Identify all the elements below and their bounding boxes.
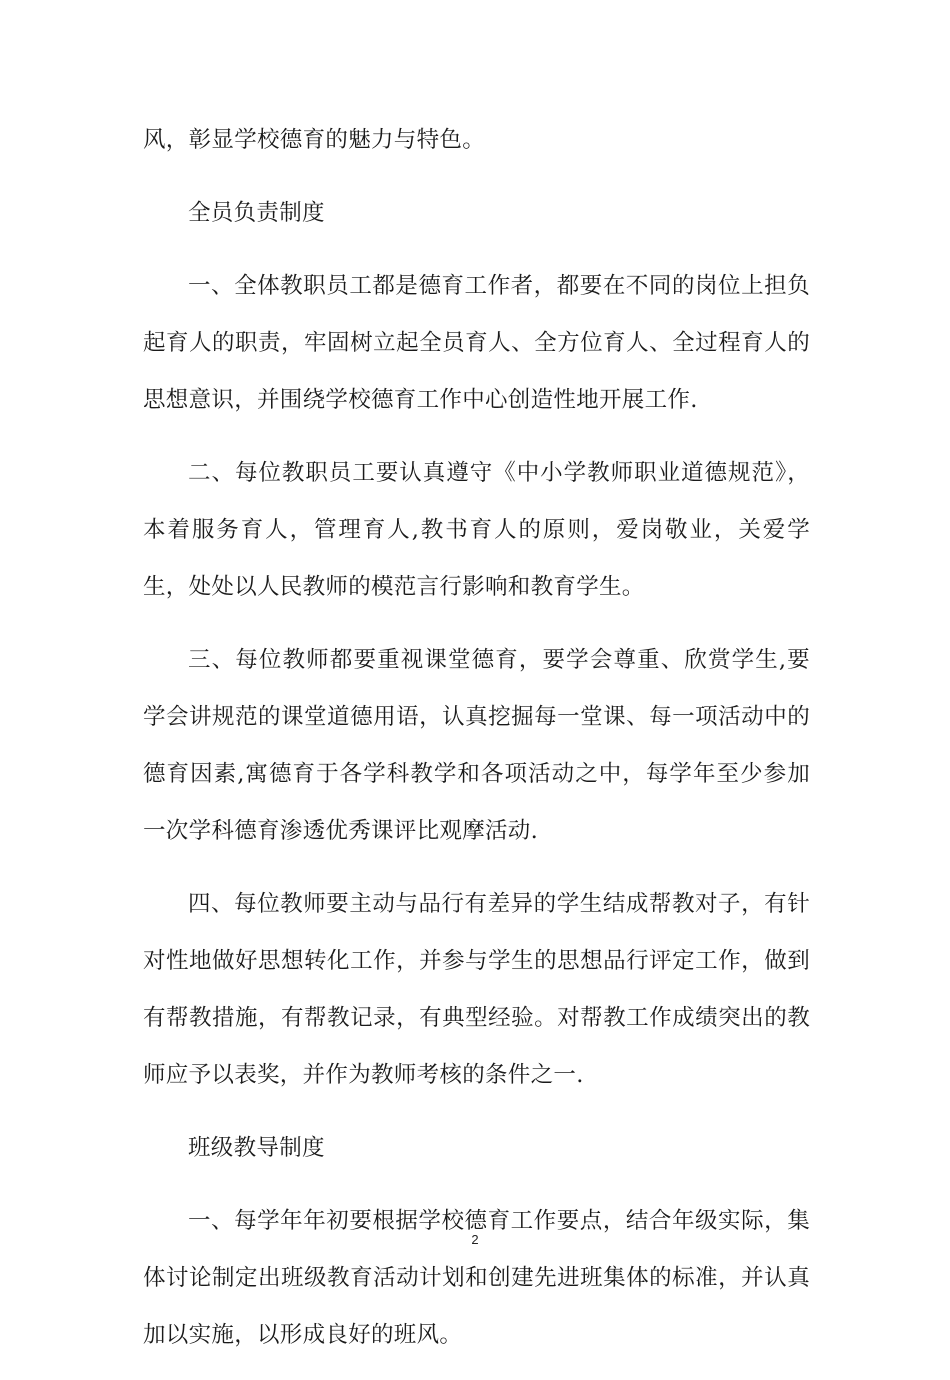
paragraph-item-2: 二、每位教职员工要认真遵守《中小学教师职业道德规范》，本着服务育人，管理育人,教书育人的原则，爱岗敬业，关爱学生，处处以人民教师的模范言行影响和教育学生。 bbox=[143, 460, 810, 600]
section-heading-full-staff-responsibility: 全员负责制度 bbox=[188, 200, 325, 226]
paragraph-continuation: 风，彰显学校德育的魅力与特色。 bbox=[143, 127, 486, 153]
page-number: 2 bbox=[471, 1232, 479, 1247]
paragraph-item-4: 四、每位教师要主动与品行有差异的学生结成帮教对子，有针对性地做好思想转化工作，并参与学生的思想品行评定工作，做到有帮教措施，有帮教记录，有典型经验。对帮教工作成绩突出的教师应予以表奖，并作为教师考核的条件之一. bbox=[143, 891, 810, 1088]
document-body bbox=[143, 112, 810, 1380]
paragraph-class-item-1: 一、每学年年初要根据学校德育工作要点，结合年级实际，集体讨论制定出班级教育活动计划和创建先进班集体的标准，并认真加以实施，以形成良好的班风。 bbox=[143, 1208, 810, 1348]
section-heading-class-guidance: 班级教导制度 bbox=[188, 1135, 325, 1161]
paragraph-item-1: 一、全体教职员工都是德育工作者，都要在不同的岗位上担负起育人的职责，牢固树立起全员育人、全方位育人、全过程育人的思想意识，并围绕学校德育工作中心创造性地开展工作. bbox=[143, 273, 810, 413]
paragraph-item-3: 三、每位教师都要重视课堂德育，要学会尊重、欣赏学生,要学会讲规范的课堂道德用语，认真挖掘每一堂课、每一项活动中的德育因素,寓德育于各学科教学和各项活动之中，每学年至少参加一次学科德育渗透优秀课评比观摩活动. bbox=[143, 647, 810, 844]
